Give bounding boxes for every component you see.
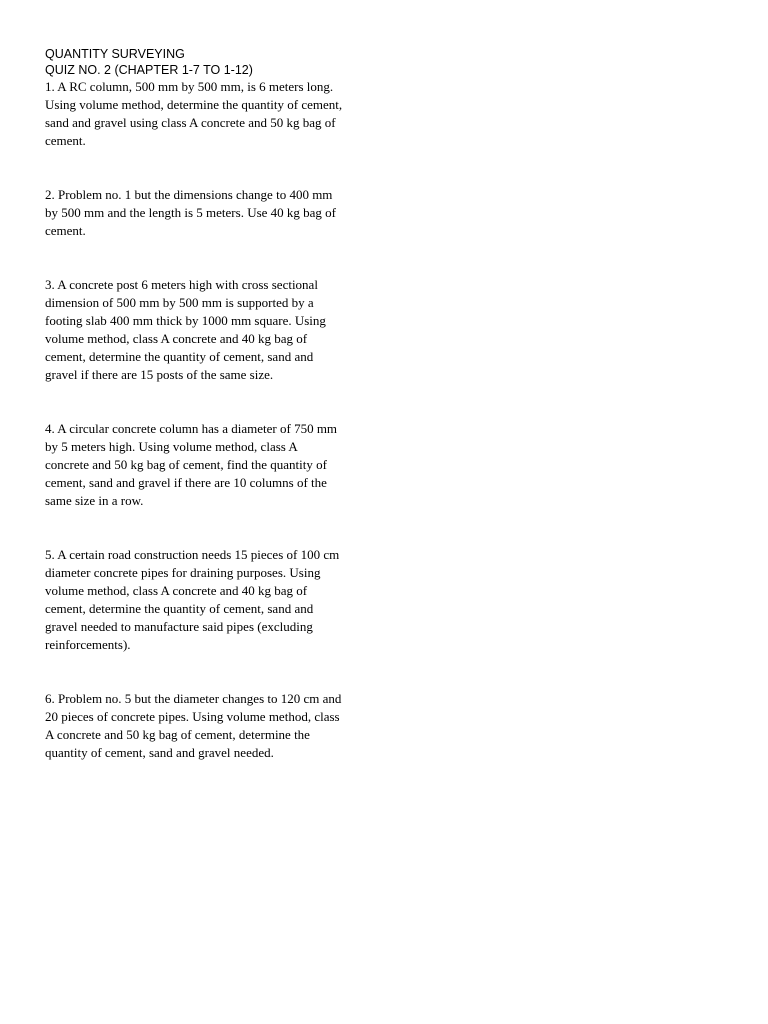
problem-line: volume method, class A concrete and 40 kg bag of [45, 583, 308, 598]
problem-6 [45, 690, 375, 762]
problem-line: dimension of 500 mm by 500 mm is supported by a [45, 295, 314, 310]
problem-line: 5. A certain road construction needs 15 pieces of 100 cm [45, 547, 340, 562]
document-page [45, 46, 375, 762]
problem-line: 2. Problem no. 1 but the dimensions change to 400 mm [45, 187, 333, 202]
problem-line: cement, determine the quantity of cement, sand and [45, 601, 314, 616]
problem-line: cement, sand and gravel if there are 10 columns of the [45, 475, 327, 490]
spacer [45, 240, 375, 276]
spacer [45, 150, 375, 186]
problem-line: 4. A circular concrete column has a diameter of 750 mm [45, 421, 338, 436]
problem-line: Using volume method, determine the quantity of cement, [45, 97, 343, 112]
problem-line: gravel if there are 15 posts of the same size. [45, 367, 274, 382]
spacer [45, 654, 375, 690]
spacer [45, 510, 375, 546]
problem-5 [45, 546, 375, 654]
problem-line: by 500 mm and the length is 5 meters. Use 40 kg bag of [45, 205, 337, 220]
problem-line: volume method, class A concrete and 40 kg bag of [45, 331, 308, 346]
problem-line: footing slab 400 mm thick by 1000 mm square. Using [45, 313, 326, 328]
problem-line: 20 pieces of concrete pipes. Using volume method, class [45, 709, 340, 724]
document-title: QUANTITY SURVEYING [45, 47, 185, 61]
problem-line: quantity of cement, sand and gravel needed. [45, 745, 274, 760]
problem-line: cement. [45, 133, 86, 148]
problem-line: cement, determine the quantity of cement, sand and [45, 349, 314, 364]
problem-line: cement. [45, 223, 86, 238]
spacer [45, 384, 375, 420]
problem-line: diameter concrete pipes for draining purposes. Using [45, 565, 321, 580]
problem-line: same size in a row. [45, 493, 144, 508]
problem-line: by 5 meters high. Using volume method, class A [45, 439, 298, 454]
problem-2 [45, 186, 375, 240]
problem-line: gravel needed to manufacture said pipes (excluding [45, 619, 313, 634]
problem-line: concrete and 50 kg bag of cement, find the quantity of [45, 457, 327, 472]
problem-line: sand and gravel using class A concrete and 50 kg bag of [45, 115, 336, 130]
problem-line: reinforcements). [45, 637, 131, 652]
quiz-subtitle: QUIZ NO. 2 (CHAPTER 1-7 TO 1-12) [45, 63, 253, 77]
problem-line: 3. A concrete post 6 meters high with cross sectional [45, 277, 318, 292]
problem-4 [45, 420, 375, 510]
problem-line: 1. A RC column, 500 mm by 500 mm, is 6 meters long. [45, 79, 334, 94]
problem-3 [45, 276, 375, 384]
problem-1 [45, 78, 375, 150]
problem-line: 6. Problem no. 5 but the diameter changes to 120 cm and [45, 691, 342, 706]
problem-line: A concrete and 50 kg bag of cement, determine the [45, 727, 310, 742]
